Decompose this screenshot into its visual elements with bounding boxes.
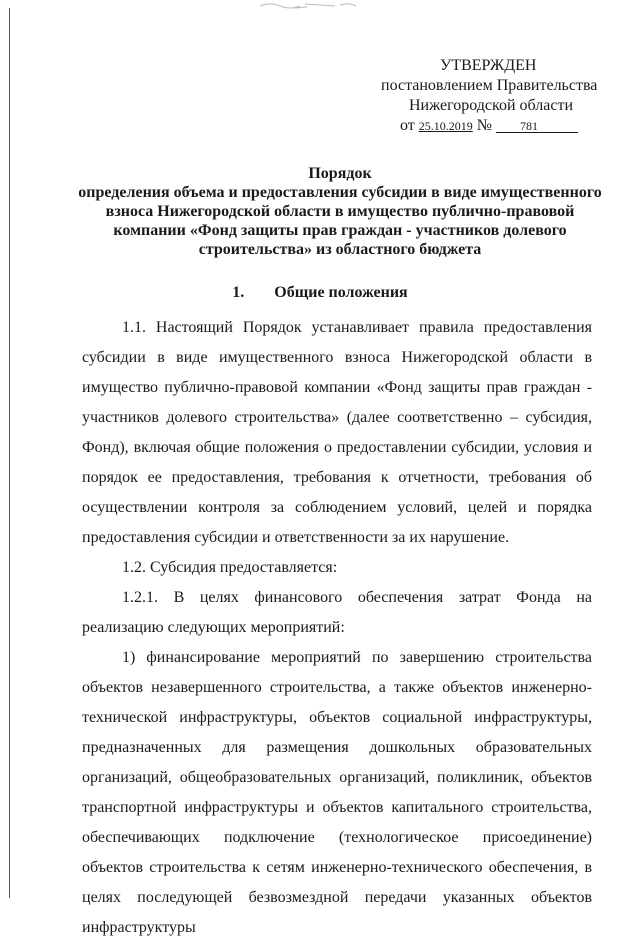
paragraph: 1.2. Субсидия предоставляется: — [122, 559, 338, 576]
approval-number: 781 — [496, 120, 578, 133]
number-label: № — [476, 117, 493, 134]
title-heading: Порядок — [308, 165, 372, 182]
document-body — [82, 313, 592, 943]
section-number: 1. — [232, 284, 245, 301]
document-title — [70, 164, 610, 259]
from-label: от — [400, 117, 415, 134]
approval-block — [372, 56, 612, 136]
paragraph: 1.2.1. В целях финансового обеспечения затрат Фонда на реализацию следующих мероприятий: — [82, 589, 592, 636]
approval-date-line — [372, 116, 612, 136]
section-title: Общие положения — [274, 284, 408, 301]
paragraph: 1) финансирование мероприятий по завершению строительства объектов незавершенного строительства, а также объектов инженерно-технической инфраструктуры, объектов социальной инфраструктуры, предназначенных для размещения дошкольных образовательных организаций, общеобразовательных организаций, поликлиник, объектов транспортной инфраструктуры и объектов капитального строительства, обеспечивающих подключение (технологическое присоединение) объектов строительства к сетям инженерно-технического обеспечения, в целях последующей безвозмездной передачи указанных объектов инфраструктуры — [82, 649, 592, 936]
paragraph: 1.1. Настоящий Порядок устанавливает правила предоставления субсидии в виде имущественного взноса Нижегородской области в имущество публично-правовой компании «Фонд защиты прав граждан - участников долевого строительства» (далее соответственно – субсидия, Фонд), включая общие положения о предоставлении субсидии, условия и порядок ее предоставления, требования к отчетности, требования об осуществлении контроля за соблюдением условий, целей и порядка предоставления субсидии и ответственности за их нарушение. — [82, 319, 592, 546]
approval-title: УТВЕРЖДЕН — [440, 57, 537, 74]
title-subtitle: определения объема и предоставления субсидии в виде имущественного взноса Нижегородской области в имущество публично-правовой компании «Фонд защиты прав граждан - участников долевого строительства» из областного бюджета — [78, 184, 602, 258]
scan-artifact — [255, 0, 375, 10]
scan-edge-line — [9, 8, 10, 898]
section-heading — [0, 284, 640, 302]
approval-date: 25.10.2019 — [418, 119, 473, 133]
approval-region: Нижегородской области — [409, 97, 574, 114]
approval-decree: постановлением Правительства — [381, 77, 598, 94]
